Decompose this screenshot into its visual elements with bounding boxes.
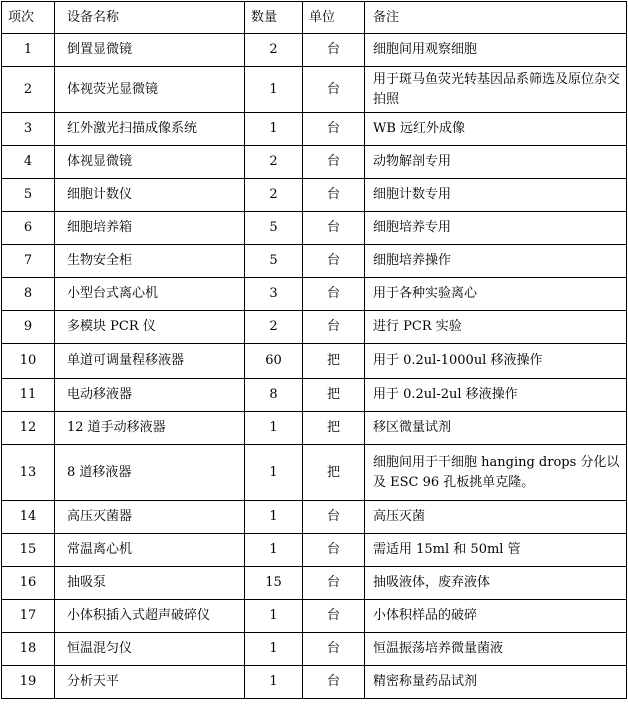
cell-unit: 台 [303, 113, 365, 146]
cell-index: 14 [2, 501, 55, 534]
cell-quantity: 8 [245, 379, 303, 412]
table-row [2, 67, 627, 113]
cell-unit: 台 [303, 146, 365, 179]
cell-unit: 台 [303, 212, 365, 245]
cell-name: 单道可调量程移液器 [55, 344, 245, 379]
cell-unit: 把 [303, 344, 365, 379]
cell-index: 3 [2, 113, 55, 146]
cell-quantity: 1 [245, 113, 303, 146]
cell-unit: 台 [303, 278, 365, 311]
cell-quantity: 2 [245, 34, 303, 67]
table-row [2, 379, 627, 412]
cell-name: 常温离心机 [55, 534, 245, 567]
table-row [2, 212, 627, 245]
cell-unit: 把 [303, 412, 365, 445]
cell-unit: 把 [303, 445, 365, 501]
cell-name: 抽吸泵 [55, 567, 245, 600]
cell-name: 体视荧光显微镜 [55, 67, 245, 113]
table-row [2, 567, 627, 600]
cell-name: 体视显微镜 [55, 146, 245, 179]
cell-note: 恒温振荡培养微量菌液 [365, 633, 627, 666]
cell-note: 需适用 15ml 和 50ml 管 [365, 534, 627, 567]
cell-name: 细胞培养箱 [55, 212, 245, 245]
header-quantity: 数量 [245, 2, 303, 34]
cell-quantity: 1 [245, 600, 303, 633]
cell-note: 小体积样品的破碎 [365, 600, 627, 633]
cell-quantity: 5 [245, 245, 303, 278]
cell-name: 生物安全柜 [55, 245, 245, 278]
cell-unit: 台 [303, 245, 365, 278]
table-row [2, 278, 627, 311]
cell-note: 移区微量试剂 [365, 412, 627, 445]
cell-note: 用于斑马鱼荧光转基因品系筛选及原位杂交拍照 [365, 67, 627, 113]
cell-note: 用于 0.2ul-2ul 移液操作 [365, 379, 627, 412]
cell-note: 细胞计数专用 [365, 179, 627, 212]
cell-quantity: 1 [245, 67, 303, 113]
cell-index: 11 [2, 379, 55, 412]
header-note: 备注 [365, 2, 627, 34]
table-row [2, 344, 627, 379]
cell-index: 1 [2, 34, 55, 67]
cell-unit: 台 [303, 34, 365, 67]
table-body [2, 34, 627, 699]
cell-quantity: 1 [245, 633, 303, 666]
cell-index: 10 [2, 344, 55, 379]
cell-note: 用于 0.2ul-1000ul 移液操作 [365, 344, 627, 379]
table-row [2, 245, 627, 278]
cell-note: 细胞间用观察细胞 [365, 34, 627, 67]
cell-quantity: 1 [245, 534, 303, 567]
table-header-row [2, 2, 627, 34]
cell-name: 电动移液器 [55, 379, 245, 412]
cell-quantity: 60 [245, 344, 303, 379]
cell-index: 12 [2, 412, 55, 445]
cell-unit: 台 [303, 501, 365, 534]
cell-note: 精密称量药品试剂 [365, 666, 627, 699]
cell-quantity: 3 [245, 278, 303, 311]
header-name: 设备名称 [55, 2, 245, 34]
cell-name: 小体积插入式超声破碎仪 [55, 600, 245, 633]
table-row [2, 34, 627, 67]
cell-index: 8 [2, 278, 55, 311]
cell-quantity: 15 [245, 567, 303, 600]
cell-name: 恒温混匀仪 [55, 633, 245, 666]
table-row [2, 534, 627, 567]
cell-index: 4 [2, 146, 55, 179]
cell-name: 细胞计数仪 [55, 179, 245, 212]
cell-name: 红外激光扫描成像系统 [55, 113, 245, 146]
table-row [2, 146, 627, 179]
cell-quantity: 1 [245, 412, 303, 445]
cell-unit: 台 [303, 534, 365, 567]
table-row [2, 179, 627, 212]
cell-name: 12 道手动移液器 [55, 412, 245, 445]
cell-note: 进行 PCR 实验 [365, 311, 627, 344]
cell-index: 13 [2, 445, 55, 501]
table-row [2, 633, 627, 666]
cell-quantity: 2 [245, 146, 303, 179]
cell-index: 15 [2, 534, 55, 567]
cell-name: 8 道移液器 [55, 445, 245, 501]
cell-name: 高压灭菌器 [55, 501, 245, 534]
cell-note: 抽吸液体，废弃液体 [365, 567, 627, 600]
cell-note: 用于各种实验离心 [365, 278, 627, 311]
cell-unit: 台 [303, 633, 365, 666]
table-row [2, 501, 627, 534]
cell-index: 19 [2, 666, 55, 699]
table-row [2, 311, 627, 344]
cell-unit: 台 [303, 666, 365, 699]
header-unit: 单位 [303, 2, 365, 34]
cell-unit: 台 [303, 311, 365, 344]
cell-name: 分析天平 [55, 666, 245, 699]
cell-name: 小型台式离心机 [55, 278, 245, 311]
cell-name: 倒置显微镜 [55, 34, 245, 67]
cell-index: 18 [2, 633, 55, 666]
cell-unit: 把 [303, 379, 365, 412]
equipment-table [1, 1, 627, 699]
cell-name: 多模块 PCR 仪 [55, 311, 245, 344]
cell-unit: 台 [303, 600, 365, 633]
table-row [2, 666, 627, 699]
cell-note: 动物解剖专用 [365, 146, 627, 179]
cell-note: 细胞培养专用 [365, 212, 627, 245]
cell-index: 16 [2, 567, 55, 600]
cell-note: 高压灭菌 [365, 501, 627, 534]
cell-unit: 台 [303, 179, 365, 212]
cell-note: 细胞间用于干细胞 hanging drops 分化以及 ESC 96 孔板挑单克隆。 [365, 445, 627, 501]
header-index: 项次 [2, 2, 55, 34]
cell-index: 5 [2, 179, 55, 212]
table-row [2, 113, 627, 146]
cell-quantity: 2 [245, 179, 303, 212]
cell-index: 7 [2, 245, 55, 278]
cell-unit: 台 [303, 567, 365, 600]
table-row [2, 445, 627, 501]
cell-index: 17 [2, 600, 55, 633]
cell-quantity: 1 [245, 445, 303, 501]
table-row [2, 600, 627, 633]
cell-index: 6 [2, 212, 55, 245]
cell-quantity: 1 [245, 666, 303, 699]
cell-quantity: 5 [245, 212, 303, 245]
cell-unit: 台 [303, 67, 365, 113]
cell-note: WB 远红外成像 [365, 113, 627, 146]
cell-quantity: 1 [245, 501, 303, 534]
table-row [2, 412, 627, 445]
cell-index: 2 [2, 67, 55, 113]
cell-note: 细胞培养操作 [365, 245, 627, 278]
cell-index: 9 [2, 311, 55, 344]
cell-quantity: 2 [245, 311, 303, 344]
